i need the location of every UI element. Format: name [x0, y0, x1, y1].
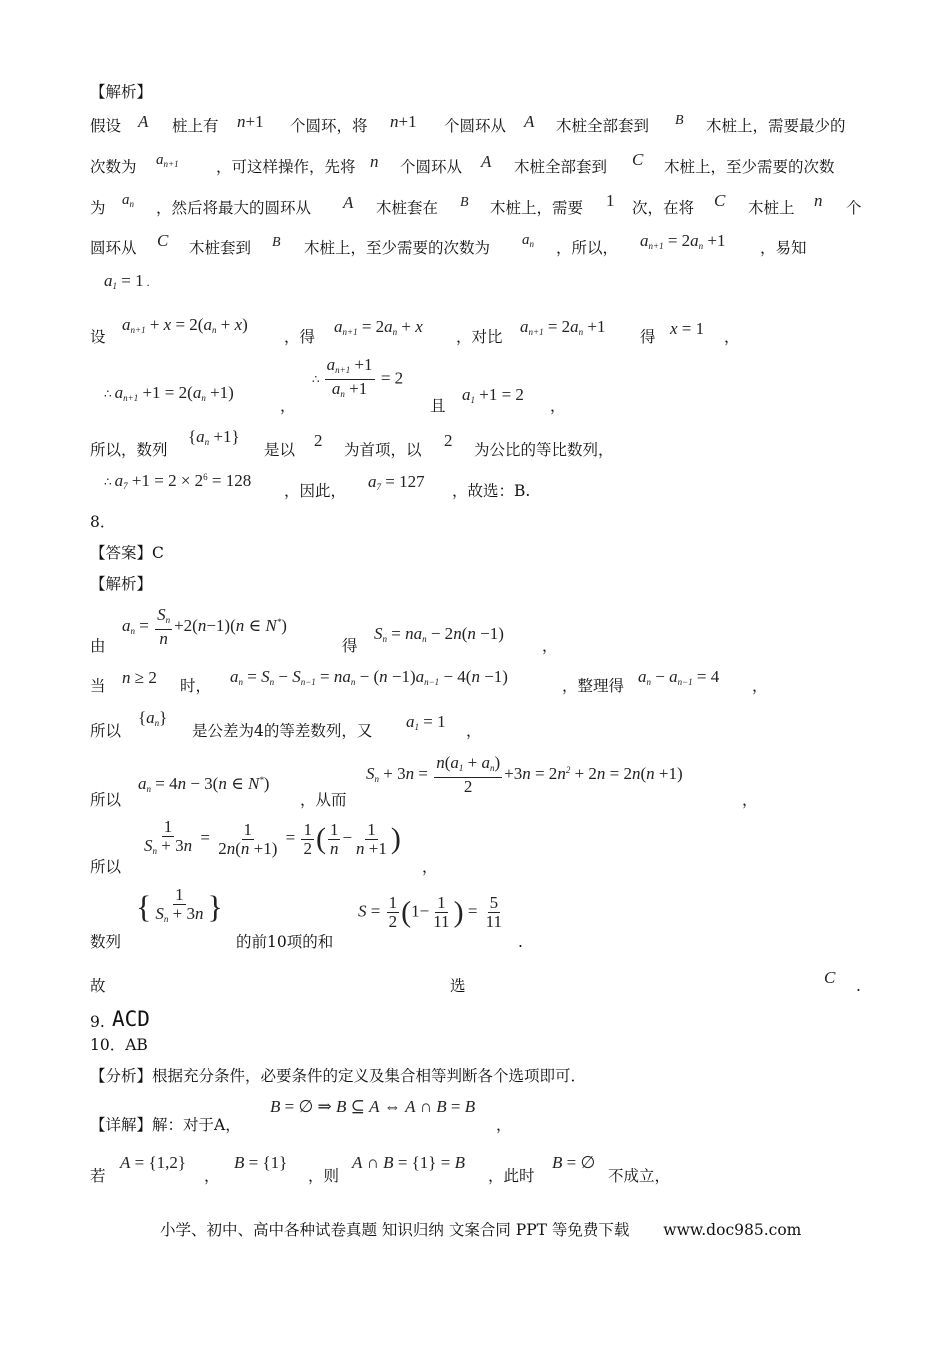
text: ，然后将最大的圆环从 [156, 199, 312, 217]
text: 木桩全部套到 [556, 117, 650, 135]
text: 得 [342, 637, 358, 655]
math-common-diff: $a_n - a_{n-1} = 4$ [638, 667, 720, 687]
text: ，则 [308, 1167, 340, 1185]
math-sum-result: S = $\frac{1}{2}$ (1− $\frac{1}{11}$ ) = $\frac{5}{11}$ [358, 893, 503, 931]
text: 为首项，以 [344, 441, 422, 459]
text: 木桩全部套到 [514, 158, 608, 176]
math-recurrence: $a_{n+1} = 2a_n +1$ [640, 231, 726, 251]
text: 所以 [90, 722, 122, 740]
math-a7-result: $a_7 = 127$ [368, 472, 425, 492]
footer [160, 1218, 801, 1240]
text: 是公差为4的等差数列，又 [192, 722, 373, 740]
text: 所以，数列 [90, 441, 168, 459]
math-B: B [675, 113, 684, 128]
text: 木桩上，至少需要的次数 [664, 158, 835, 176]
math-a1-eq-1: $a_1 = 1$ . [104, 271, 150, 291]
text: ，从而 [300, 791, 347, 809]
math-B: B [460, 195, 469, 210]
math-n-plus-1: n+1 [237, 112, 264, 131]
math-ratio: ∴ $\frac{a_{n+1} +1}{a_n +1}$ = 2 [312, 355, 404, 399]
math-difference: $a_n = S_n - S_{n-1} = na_n - (n -1)a_{n-1} - 4(n -1)$ [230, 667, 508, 687]
math-B: B [272, 235, 281, 250]
text: ， [724, 328, 740, 346]
math-C: C [632, 150, 644, 169]
text: . [518, 933, 523, 951]
text: ， [280, 397, 296, 415]
text: ，易知 [760, 239, 807, 257]
text: 为 [90, 199, 106, 217]
text: . [856, 977, 861, 995]
math-A: A [343, 193, 354, 212]
text: 个圆环从 [444, 117, 507, 135]
text: 当 [90, 677, 106, 695]
footer-text: 小学、初中、高中各种试卷真题 知识归纳 文案合同 PPT 等免费下载 [160, 1221, 630, 1239]
math-set-relation: B = ∅ ⇒ B ⊆ A ⇔ A ∩ B = B [270, 1097, 476, 1116]
text: ， [422, 858, 438, 876]
text: ， [752, 677, 768, 695]
text: ， [550, 397, 566, 415]
math-reciprocal-seq: { $\frac{1}{S_n + 3n}$ } [136, 885, 223, 925]
text: 次，在将 [632, 199, 695, 217]
text: 不成立， [608, 1167, 671, 1185]
analysis-header: 【解析】 [90, 83, 153, 101]
math-derived: $a_{n+1} = 2a_n + x$ [334, 317, 423, 337]
text: ， [204, 1167, 220, 1185]
text: 得 [640, 328, 656, 346]
math-an-formula: $a_n$ = $\frac{S_n}{n}$ +2(n−1)(n ∈ N*) [122, 605, 287, 648]
text: 【详解】解：对于A， [90, 1116, 241, 1134]
math-2: 2 [444, 431, 453, 450]
math-set-A: A = {1,2} [120, 1153, 187, 1172]
text: 所以 [90, 858, 122, 876]
text: 木桩上，需要最少的 [706, 117, 846, 135]
text: ，得 [284, 328, 316, 346]
text: 木桩上，需要 [490, 199, 584, 217]
question-number: 10．AB [90, 1036, 148, 1054]
math-recurrence: $a_{n+1} = 2a_n +1$ [520, 317, 606, 337]
text: ，可这样操作，先将 [216, 158, 356, 176]
text: ，所以， [556, 239, 619, 257]
question-number: 9. [90, 1013, 105, 1031]
text: 圆环从 [90, 239, 137, 257]
math-n-plus-1: n+1 [390, 112, 417, 131]
footer-url[interactable]: www.doc985.com [663, 1221, 802, 1239]
text: 次数为 [90, 158, 137, 176]
math-x-eq-1: x = 1 [670, 319, 705, 338]
math-a1-plus-1: $a_1 +1 = 2$ [462, 385, 524, 405]
answer-label: 【答案】C [90, 544, 164, 562]
text: 个 [846, 199, 862, 217]
math-an-general: $a_n = 4n - 3(n$ ∈ N*) [138, 774, 270, 794]
text: 由 [90, 637, 106, 655]
math-1: 1 [606, 191, 615, 210]
math-A: A [138, 112, 149, 131]
math-shifted: ∴ $a_{n+1} +1 = 2(a_n +1)$ [104, 383, 234, 403]
text: 木桩套在 [376, 199, 439, 217]
math-n-geq-2: n ≥ 2 [122, 668, 157, 687]
math-an-set: $\{a_n\}$ [138, 708, 168, 728]
text: 且 [430, 397, 446, 415]
math-C: C [824, 968, 836, 987]
text: 选 [450, 977, 466, 995]
text: 个圆环从 [400, 158, 463, 176]
text: ， [466, 722, 482, 740]
math-empty-set: B = ∅ [552, 1153, 596, 1172]
math-intersection: A ∩ B = {1} = B [352, 1153, 465, 1172]
math-sn-sum: $S_n + 3n$ = $\frac{n(a_1 + a_n)}{2}$ $+3n = 2n^2 + 2n = 2n(n +1)$ [366, 753, 683, 796]
math-sequence: $\{a_n +1\}$ [188, 427, 240, 447]
text: 假设 [90, 117, 122, 135]
analysis-text: 【分析】根据充分条件，必要条件的定义及集合相等判断各个选项即可． [90, 1067, 587, 1085]
math-a1-eq-1: $a_1 = 1$ [406, 712, 446, 732]
text: 数列 [90, 933, 122, 951]
analysis-header: 【解析】 [90, 575, 153, 593]
text: 是以 [264, 441, 296, 459]
math-A: A [481, 152, 492, 171]
text: 桩上有 [172, 117, 219, 135]
text: ， [742, 791, 758, 809]
math-A: A [524, 112, 535, 131]
math-a-n: $a_n$ [522, 232, 534, 249]
math-a-n1: $a_{n+1}$ [156, 152, 179, 169]
math-sn-formula: $S_n = na_n - 2n(n -1)$ [374, 624, 504, 644]
math-C: C [714, 191, 726, 210]
text: ，因此， [284, 482, 347, 500]
text: 设 [90, 328, 106, 346]
text: 木桩上，至少需要的次数为 [304, 239, 491, 257]
question-number: 8． [90, 513, 116, 531]
text: ，整理得 [562, 677, 625, 695]
text: ， [496, 1116, 512, 1134]
text: 木桩套到 [189, 239, 252, 257]
answer-text: ACD [112, 1007, 150, 1031]
text: 个圆环，将 [290, 117, 368, 135]
math-set-B: B = {1} [234, 1153, 288, 1172]
text: 为公比的等比数列， [474, 441, 614, 459]
text: ，此时 [488, 1167, 535, 1185]
math-n: n [814, 191, 823, 210]
text: 的前10项的和 [236, 933, 334, 951]
math-n: n [370, 152, 379, 171]
text: ，故选：B. [452, 482, 531, 500]
math-partial-fraction: $\frac{1}{S_n + 3n}$ = $\frac{1}{2n(n +1)}$ = $\frac{1}{2}$ ( $\frac{1}{n}$ − $\frac{1}{n +1}$ ) [144, 817, 401, 858]
math-2: 2 [314, 431, 323, 450]
math-setup: $a_{n+1} + x = 2(a_n + x)$ [122, 315, 248, 335]
text: ，对比 [456, 328, 503, 346]
text: 若 [90, 1167, 106, 1185]
text: 木桩上 [748, 199, 795, 217]
math-a7: ∴ $a_7 +1 = 2 \times 2^6 = 128$ [104, 471, 252, 491]
math-a-n: $a_n$ [122, 192, 134, 209]
text: 所以 [90, 791, 122, 809]
text: 故 [90, 977, 106, 995]
math-C: C [157, 231, 169, 250]
text: 时， [180, 677, 212, 695]
text: ， [542, 637, 558, 655]
